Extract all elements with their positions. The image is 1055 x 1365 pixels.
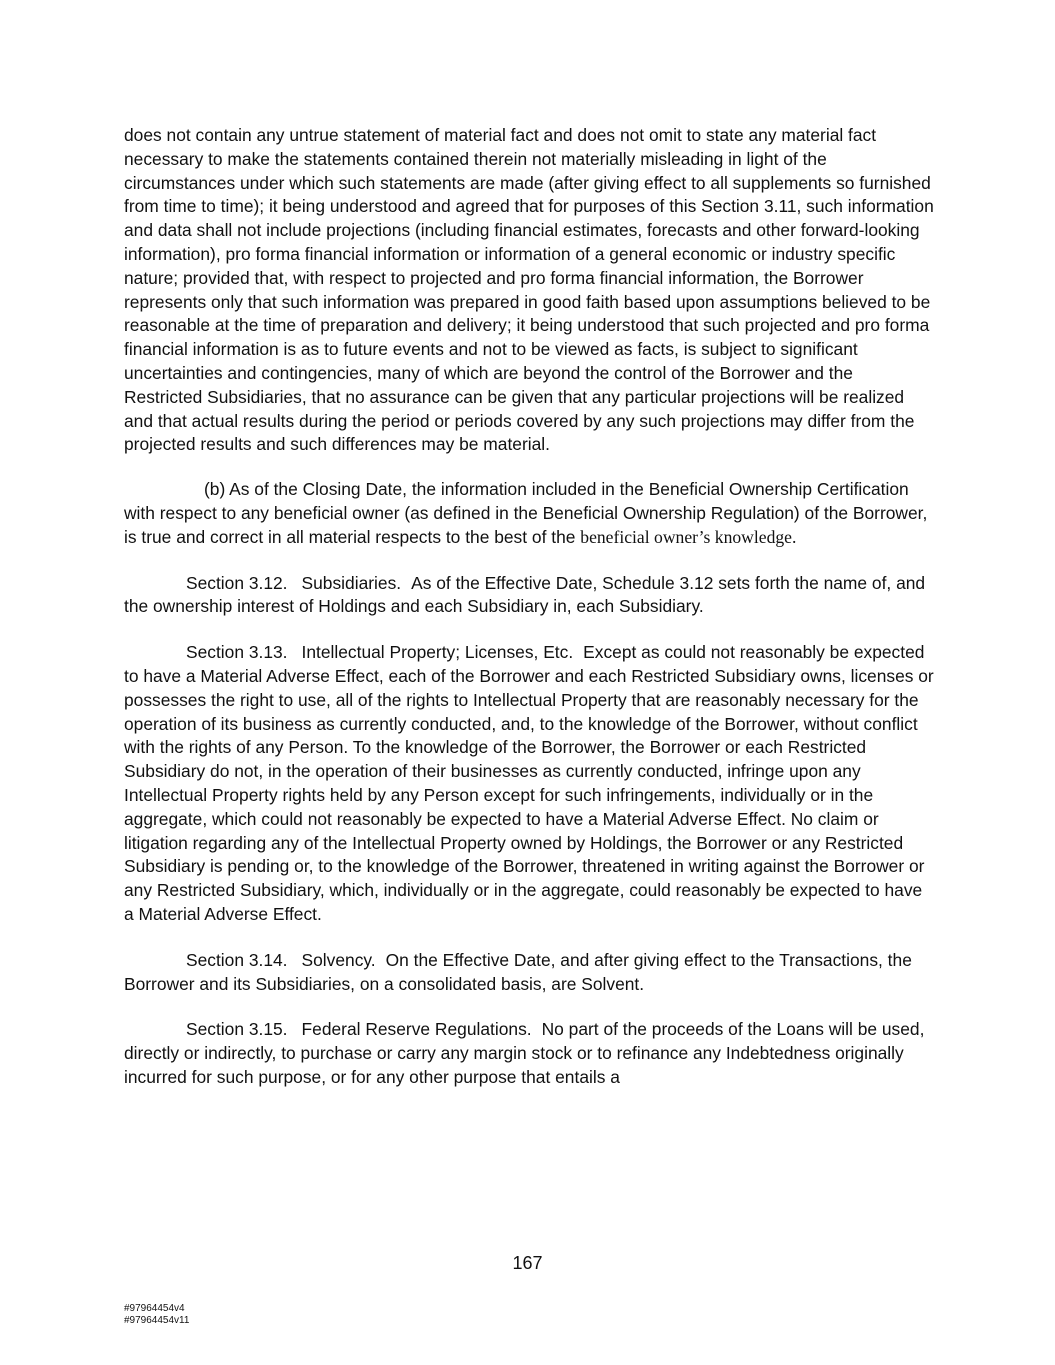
- document-body: [124, 124, 936, 1112]
- page-number: 167: [512, 1253, 543, 1273]
- continuation-paragraph: does not contain any untrue statement of material fact and does not omit to state any material fact necessary to make the statements contained therein not materially misleading in light of the circumstances under which such statements are made (after giving effect to all supplements so furnished from time to time); it being understood and agreed that for purposes of this Section 3.11, such information and data shall not include projections (including financial estimates, forecasts and other forward-looking information), pro forma financial information or information of a general economic or industry specific nature; provided that, with respect to projected and pro forma financial information, the Borrower represents only that such information was prepared in good faith based upon assumptions believed to be reasonable at the time of preparation and delivery; it being understood that such projected and pro forma financial information is as to future events and not to be viewed as facts, is subject to significant uncertainties and contingencies, many of which are beyond the control of the Borrower and the Restricted Subsidiaries, that no assurance can be given that any particular projections will be realized and that actual results during the period or periods covered by any such projections may differ from the projected results and such differences may be material.: [124, 125, 934, 455]
- clause-b-label: (b): [204, 479, 226, 500]
- section-3-15-paragraph: [124, 1018, 936, 1089]
- section-3-12-paragraph: [124, 572, 936, 620]
- clause-b-paragraph: [124, 478, 936, 549]
- section-text: No part of the proceeds of the Loans will be used, directly or indirectly, to purchase or carry any margin stock or to refinance any Indebtedness originally incurred for such purpose, or for any other purpose that entails a: [124, 1019, 925, 1087]
- section-number: Section 3.13.: [186, 642, 288, 663]
- section-text: As of the Effective Date, Schedule 3.12 sets forth the name of, and the ownership interest of Holdings and each Subsidiary in, each Subsidiary.: [124, 572, 926, 617]
- section-3-13-paragraph: [124, 641, 936, 927]
- section-number: Section 3.14.: [186, 949, 288, 970]
- clause-b-text: As of the Closing Date, the information included in the Beneficial Ownership Certification with respect to any beneficial owner (as defined in the Beneficial Ownership Regulation) of the Borrower, is true and correct in all material respects to the best of the: [124, 479, 928, 547]
- section-text: Except as could not reasonably be expected to have a Material Adverse Effect, each of the Borrower and each Restricted Subsidiary owns, licenses or possesses the right to use, all of the rights to Intellectual Property that are reasonably necessary for the operation of its business as currently conducted, and, to the knowledge of the Borrower, without conflict with the rights of any Person. To the knowledge of the Borrower, the Borrower or each Restricted Subsidiary do not, in the operation of their businesses as currently conducted, infringe upon any Intellectual Property rights held by any Person except for such infringements, individually or in the aggregate, which could not reasonably be expected to have a Material Adverse Effect. No claim or litigation regarding any of the Intellectual Property owned by Holdings, the Borrower or any Restricted Subsidiary is pending or, to the knowledge of the Borrower, threatened in writing against the Borrower or any Restricted Subsidiary, which, individually or in the aggregate, could reasonably be expected to have a Material Adverse Effect.: [124, 642, 934, 924]
- section-text: On the Effective Date, and after giving effect to the Transactions, the Borrower and its Subsidiaries, on a consolidated basis, are Solvent.: [124, 949, 912, 994]
- section-heading: Subsidiaries.: [301, 572, 402, 593]
- section-heading: Intellectual Property; Licenses, Etc.: [301, 642, 574, 663]
- section-heading: Federal Reserve Regulations.: [301, 1019, 532, 1040]
- document-id: #97964454v4: [124, 1303, 185, 1314]
- document-id: #97964454v11: [124, 1315, 190, 1326]
- section-heading: Solvency.: [301, 949, 376, 970]
- document-ids: [124, 1303, 189, 1327]
- section-number: Section 3.15.: [186, 1019, 288, 1040]
- section-3-14-paragraph: [124, 949, 936, 997]
- section-number: Section 3.12.: [186, 572, 288, 593]
- clause-b-text-tail: beneficial owner’s knowledge.: [580, 526, 797, 547]
